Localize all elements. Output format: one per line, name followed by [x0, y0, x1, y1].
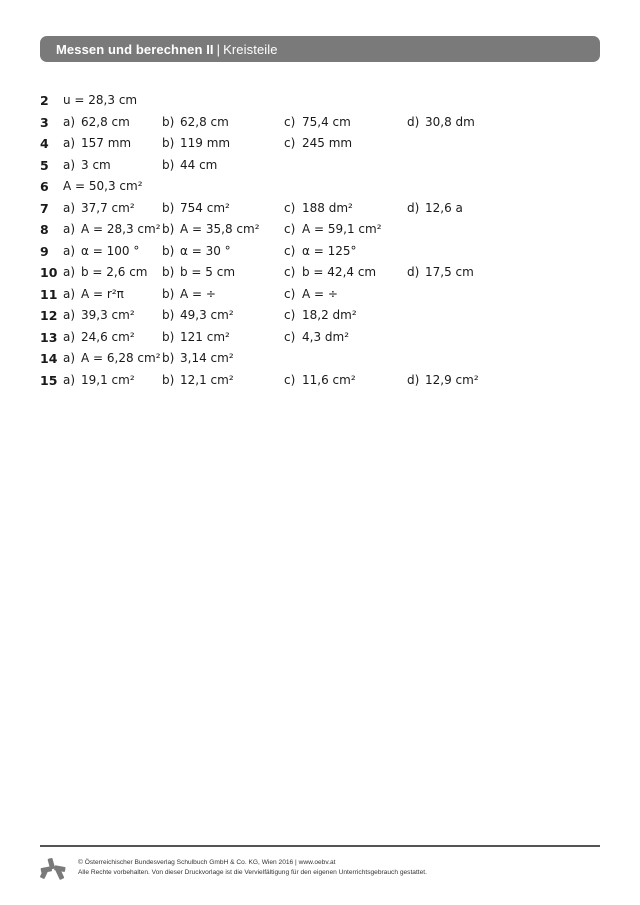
- answer-cell: [63, 90, 137, 112]
- answer-value: 245 mm: [302, 136, 353, 150]
- subtask-label: a): [63, 351, 76, 365]
- task-number: 13: [40, 329, 58, 345]
- subtask-label: d): [407, 200, 420, 215]
- answer-cell: [63, 370, 135, 392]
- answer-row: [40, 327, 600, 349]
- answer-cell: [63, 348, 161, 370]
- task-number: 15: [40, 372, 58, 388]
- subtask-label: a): [63, 200, 76, 215]
- answer-value: 121 cm²: [180, 329, 230, 344]
- answer-cell: [162, 284, 216, 306]
- subtask-label: b): [162, 200, 175, 215]
- answer-cell: [63, 284, 124, 306]
- answer-value: A = 6,28 cm²: [81, 351, 161, 365]
- answer-value: 24,6 cm²: [81, 329, 135, 344]
- answer-cell: [284, 284, 338, 306]
- subtask-label: c): [284, 200, 296, 215]
- answer-cell: [63, 305, 135, 327]
- task-number: 14: [40, 351, 58, 366]
- subtask-label: b): [162, 329, 175, 344]
- answer-list: [40, 90, 600, 391]
- answer-cell: [162, 262, 235, 284]
- answer-value: 12,1 cm²: [180, 372, 234, 387]
- answer-cell: [63, 241, 139, 263]
- answer-cell: [162, 198, 230, 220]
- subtask-label: c): [284, 372, 296, 387]
- answer-row: [40, 155, 600, 177]
- answer-cell: [284, 370, 356, 392]
- answer-value: 754 cm²: [180, 200, 230, 215]
- answer-cell: [63, 219, 161, 241]
- answer-value: 119 mm: [180, 136, 231, 150]
- subtask-label: c): [284, 308, 296, 322]
- answer-row: [40, 90, 600, 112]
- answer-value: 39,3 cm²: [81, 308, 135, 322]
- task-number: 11: [40, 286, 58, 302]
- answer-row: [40, 176, 600, 198]
- answer-value: A = 28,3 cm²: [81, 222, 161, 236]
- answer-cell: [284, 219, 382, 241]
- footer-copyright: [78, 858, 427, 878]
- answer-cell: [284, 112, 351, 134]
- answer-value: 157 mm: [81, 136, 132, 150]
- subtask-label: c): [284, 136, 296, 150]
- answer-cell: [407, 112, 475, 134]
- answer-row: [40, 112, 600, 134]
- task-number: 6: [40, 179, 49, 194]
- answer-cell: [162, 348, 234, 370]
- answer-value: A = 50,3 cm²: [63, 179, 143, 193]
- subtask-label: a): [63, 265, 76, 279]
- answer-value: 12,6 a: [425, 200, 463, 215]
- footer-line-2: Alle Rechte vorbehalten. Von dieser Druckvorlage ist die Vervielfältigung für den eigenen Unterrichtsgebrauch gestattet.: [78, 869, 427, 876]
- header-title: Messen und berechnen II: [56, 41, 214, 57]
- subtask-label: c): [284, 222, 296, 236]
- answer-value: b = 42,4 cm: [302, 265, 377, 279]
- answer-cell: [63, 112, 130, 134]
- answer-row: [40, 219, 600, 241]
- answer-value: b = 5 cm: [180, 265, 236, 279]
- answer-value: A = ÷: [302, 286, 338, 301]
- answer-cell: [284, 262, 376, 284]
- subtask-label: a): [63, 157, 76, 172]
- answer-cell: [63, 198, 135, 220]
- subtask-label: c): [284, 243, 296, 258]
- subtask-label: c): [284, 114, 296, 129]
- answer-row: [40, 348, 600, 370]
- answer-cell: [162, 305, 234, 327]
- subtask-label: a): [63, 286, 76, 301]
- answer-value: 44 cm: [180, 157, 218, 172]
- task-number: 2: [40, 93, 49, 108]
- answer-value: A = r²π: [81, 286, 124, 301]
- answer-cell: [162, 219, 260, 241]
- answer-value: 188 dm²: [302, 200, 353, 215]
- answer-cell: [162, 155, 217, 177]
- answer-value: 12,9 cm²: [425, 372, 479, 387]
- answer-cell: [284, 327, 349, 349]
- answer-cell: [162, 241, 231, 263]
- answer-value: 62,8 cm: [81, 114, 130, 129]
- answer-cell: [63, 155, 111, 177]
- answer-cell: [63, 327, 135, 349]
- subtask-label: c): [284, 286, 296, 301]
- subtask-label: b): [162, 114, 175, 129]
- answer-value: 49,3 cm²: [180, 308, 234, 322]
- task-number: 4: [40, 136, 49, 151]
- subtask-label: b): [162, 157, 175, 172]
- subtask-label: b): [162, 222, 175, 236]
- answer-value: A = ÷: [180, 286, 216, 301]
- subtask-label: a): [63, 243, 76, 258]
- answer-value: A = 35,8 cm²: [180, 222, 260, 236]
- subtask-label: b): [162, 243, 175, 258]
- task-number: 3: [40, 114, 49, 130]
- answer-value: 3 cm: [81, 157, 111, 172]
- task-number: 5: [40, 157, 49, 173]
- answer-cell: [162, 133, 230, 155]
- answer-value: α = 100 °: [81, 243, 140, 258]
- answer-row: [40, 370, 600, 392]
- subtask-label: a): [63, 114, 76, 129]
- answer-value: α = 125°: [302, 243, 357, 258]
- subtask-label: a): [63, 329, 76, 344]
- answer-row: [40, 198, 600, 220]
- answer-cell: [162, 112, 229, 134]
- answer-value: u = 28,3 cm: [63, 93, 138, 107]
- answer-cell: [407, 198, 463, 220]
- answer-cell: [284, 198, 353, 220]
- task-number: 7: [40, 200, 49, 216]
- subtask-label: b): [162, 308, 175, 322]
- answer-row: [40, 133, 600, 155]
- answer-value: 62,8 cm: [180, 114, 229, 129]
- answer-row: [40, 262, 600, 284]
- answer-cell: [284, 241, 357, 263]
- header-separator: |: [216, 41, 221, 57]
- answer-value: A = 59,1 cm²: [302, 222, 382, 236]
- answer-value: 30,8 dm: [425, 114, 475, 129]
- answer-row: [40, 241, 600, 263]
- answer-value: 17,5 cm: [425, 265, 474, 279]
- subtask-label: b): [162, 136, 175, 150]
- task-number: 8: [40, 222, 49, 237]
- page-header: [40, 36, 600, 62]
- answer-value: 18,2 dm²: [302, 308, 357, 322]
- answer-value: 11,6 cm²: [302, 372, 356, 387]
- subtask-label: d): [407, 372, 420, 387]
- subtask-label: b): [162, 265, 175, 279]
- subtask-label: a): [63, 136, 76, 150]
- task-number: 12: [40, 308, 58, 323]
- answer-cell: [284, 305, 357, 327]
- answer-value: 4,3 dm²: [302, 329, 350, 344]
- answer-value: 3,14 cm²: [180, 351, 234, 365]
- subtask-label: a): [63, 372, 76, 387]
- answer-cell: [284, 133, 352, 155]
- subtask-label: d): [407, 114, 420, 129]
- subtask-label: a): [63, 222, 76, 236]
- header-subtitle: Kreisteile: [223, 41, 278, 57]
- subtask-label: a): [63, 308, 76, 322]
- answer-value: 75,4 cm: [302, 114, 351, 129]
- subtask-label: b): [162, 286, 175, 301]
- answer-cell: [63, 133, 131, 155]
- answer-value: α = 30 °: [180, 243, 231, 258]
- subtask-label: b): [162, 351, 175, 365]
- answer-value: 37,7 cm²: [81, 200, 135, 215]
- task-number: 9: [40, 243, 49, 259]
- subtask-label: c): [284, 329, 296, 344]
- task-number: 10: [40, 265, 58, 280]
- answer-cell: [407, 370, 479, 392]
- answer-value: 19,1 cm²: [81, 372, 135, 387]
- answer-cell: [407, 262, 474, 284]
- answer-value: b = 2,6 cm: [81, 265, 148, 279]
- footer-line-1: © Österreichischer Bundesverlag Schulbuch GmbH & Co. KG, Wien 2016 | www.oebv.at: [78, 859, 336, 866]
- subtask-label: d): [407, 265, 420, 279]
- answer-row: [40, 284, 600, 306]
- oebv-asterisk-logo-icon: [40, 857, 66, 883]
- answer-row: [40, 305, 600, 327]
- answer-cell: [63, 176, 143, 198]
- footer-divider: [40, 845, 600, 847]
- subtask-label: b): [162, 372, 175, 387]
- subtask-label: c): [284, 265, 296, 279]
- answer-cell: [162, 327, 230, 349]
- answer-cell: [162, 370, 234, 392]
- answer-cell: [63, 262, 148, 284]
